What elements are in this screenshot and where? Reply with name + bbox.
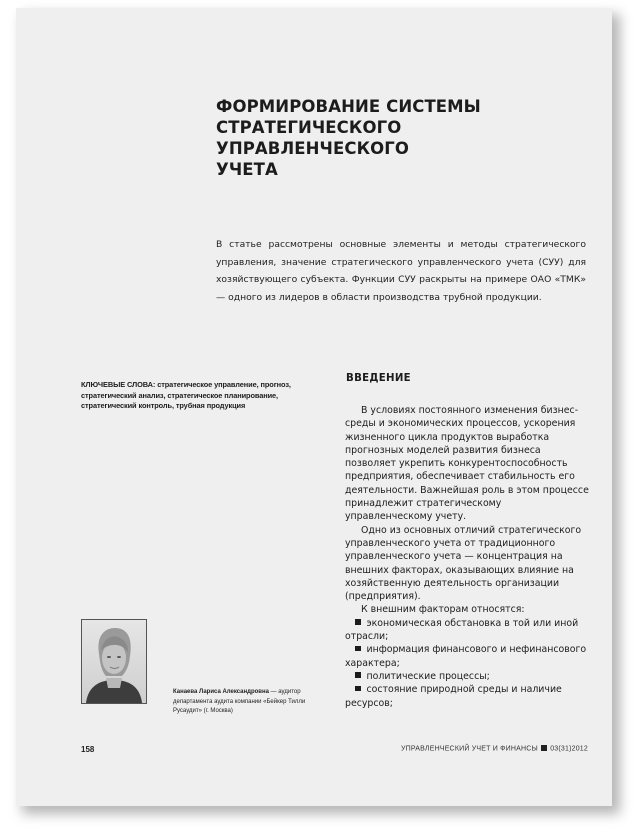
keywords-list: стратегическое управление, прогноз, стратегический анализ, стратегическое планирование, стратегический контроль, трубная продукция bbox=[81, 380, 291, 410]
section-heading: ВВЕДЕНИЕ bbox=[346, 373, 411, 384]
title-line: УЧЕТА bbox=[216, 160, 278, 179]
author-description: — аудитор департамента аудита компании «Бейкер Тилли Русаудит» (г. Москва) bbox=[173, 689, 306, 714]
journal-page bbox=[16, 8, 612, 806]
author-photo bbox=[81, 619, 147, 704]
square-bullet-icon bbox=[355, 686, 361, 692]
square-bullet-icon bbox=[355, 672, 361, 678]
paragraph: К внешним факторам относятся: bbox=[361, 604, 525, 616]
list-item: состояние природной среды и наличие ресурсов; bbox=[345, 684, 562, 709]
journal-footer bbox=[401, 745, 588, 753]
title-line: ФОРМИРОВАНИЕ СИСТЕМЫ bbox=[216, 97, 481, 116]
journal-name: УПРАВЛЕНЧЕСКИЙ УЧЕТ И ФИНАНСЫ bbox=[400, 745, 538, 753]
author-caption bbox=[173, 688, 325, 717]
square-bullet-icon bbox=[355, 646, 361, 652]
paragraph: В условиях постоянного изменения бизнес-среды и экономических процессов, ускорения жизненного цикла продуктов выработка прогнозных моделей развития бизнеса позволяет укрепить конкурентоспособность предприятия, обеспечивает стабильность его деятельности. Важнейшая роль в этом процессе принадлежит стратегическому управленческому учету. bbox=[345, 405, 589, 523]
list-item: информация финансового и нефинансового характера; bbox=[345, 644, 587, 669]
keywords-block bbox=[81, 380, 326, 412]
author-portrait-image bbox=[82, 620, 146, 703]
square-bullet-icon bbox=[355, 619, 361, 625]
article-abstract: В статье рассмотрены основные элементы и методы стратегического управления, значение стратегического управленческого учета (СУУ) для хозяйствующего субъекта. Функции СУУ раскрыты на примере ОАО «ТМК» — одного из лидеров в области производства трубной продукции. bbox=[216, 239, 586, 303]
list-item: политические процессы; bbox=[345, 670, 590, 683]
list-item: экономическая обстановка в той или иной отрасли; bbox=[345, 617, 579, 643]
introduction-body bbox=[345, 404, 590, 710]
article-title bbox=[216, 96, 576, 180]
author-name: Канаева Лариса Александровна bbox=[173, 689, 269, 695]
page-number: 158 bbox=[81, 745, 95, 754]
keywords-label: КЛЮЧЕВЫЕ СЛОВА: bbox=[81, 380, 156, 389]
paragraph: Одно из основных отличий стратегического управленческого учета от традиционного управленческого учета — концентрация на внешних факторах, оказывающих влияние на хозяйственную деятельность организации (предприятия). bbox=[345, 524, 582, 603]
title-line: СТРАТЕГИЧЕСКОГО УПРАВЛЕНЧЕСКОГО bbox=[216, 118, 410, 158]
issue-number: 03(31)2012 bbox=[550, 745, 588, 753]
square-separator-icon bbox=[541, 745, 547, 751]
